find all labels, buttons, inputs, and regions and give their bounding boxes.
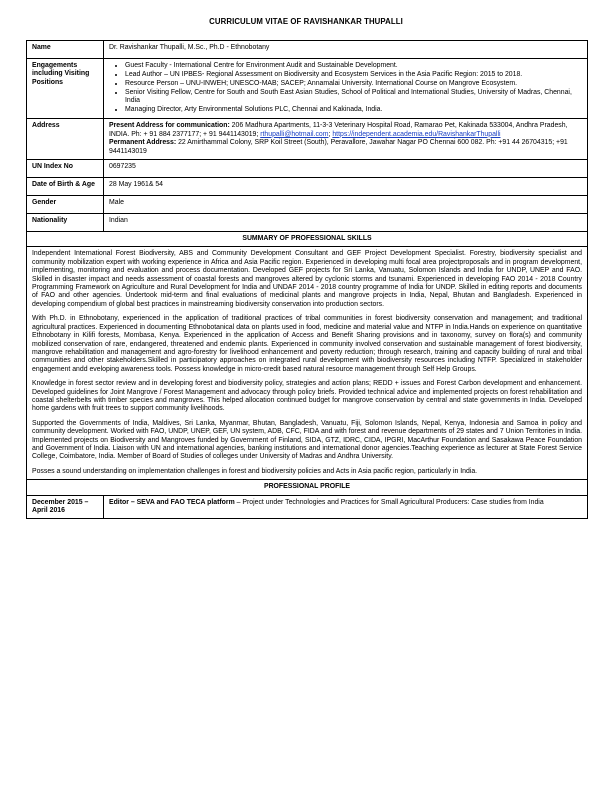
address-cell: Present Address for communication: 206 Madhura Apartments, 11-3-3 Veterinary Hospital Road, Ramarao Pet, Kakinada 533004, Andhra Pradesh, INDIA. Ph: + 91 884 2377177; + 91 9441143019; rthupalli@hotmail.com; https://independent.academia.edu/RavishankarThupalli Permanent Address: 22 Amirthammal Colony, SRP Koil Street (South), Peravallore, Jawahar Nagar PO Chennai 600 082. Ph: +91 44 26704315; +91 9441143019 (104, 119, 588, 160)
name-label: Name (27, 41, 104, 59)
list-item: • Senior Visiting Fellow, Centre for South and South East Asian Studies, School of Political and International Studies, University of Madras, Chennai, India (125, 89, 582, 106)
skills-heading: SUMMARY OF PROFESSIONAL SKILLS (27, 232, 588, 247)
skills-paragraph: With Ph.D. in Ethnobotany, experienced in the application of traditional practices of tribal communities in forest biodiversity conservation and management; and traditional agricultural practices. Experienced in documenting Ethnobotanical data on plants used in food, medicine and material value and NTFP in India.Hands on experience on quantitative Ethnobotany in Kilifi forests, Mombasa, Kenya. Experienced in the application of Access and Benefit Sharing provisions and in taxonomy, survey on flora(s) and community mobilized conservation of rare, endangered, threatened and endemic plants. Experienced in community involved conservation and sustainable management of forest biodiversity, mangrove rehabilitation and management and agro-forestry for livelihood enhancement and poverty reduction; through research, training and capacity building of rural and tribal communities and other stakeholders.Skilled in participatory approaches on integrated rural development with biodiversity resources including NTFP. Specialized in stakeholder engagement andd eveloping awareness tools. Possess knowledge in micro-credit based natural resource management through Self Help Groups. (32, 315, 582, 373)
skills-paragraph: Knowledge in forest sector review and in developing forest and biodiversity policy, strategies and action plans; REDD + issues and Forest Carbon development and enhancement. Developed guidelines for Joint Mangrove / Forest Management and advocacy through policy briefs. Provided technical advice and implemented projects on forest rehabilitation and coastal shelterbelts with timber species and mangroves. This helped allocation continued budget for mangrove conservation by central and state governments in India. Developed home gardens with fruit trees to support community livelihoods. (32, 380, 582, 413)
address-row (27, 119, 588, 160)
gender-label: Gender (27, 196, 104, 214)
gender-value: Male (104, 196, 588, 214)
cv-table (26, 40, 588, 519)
skills-summary (27, 247, 588, 480)
address-label: Address (27, 119, 104, 160)
engagements-cell (104, 59, 588, 119)
profile-entry-description: – Project under Technologies and Practices for Small Agricultural Producers: Case studies from India (236, 498, 544, 506)
permanent-address-heading: Permanent Address: (109, 139, 177, 147)
list-item: • Guest Faculty - International Centre for Environment Audit and Sustainable Development. (125, 62, 582, 70)
profile-heading-row (27, 480, 588, 495)
dob-value: 28 May 1961& 54 (104, 178, 588, 196)
present-address-text: 206 Madhura Apartments, 11-3-3 Veterinary Hospital Road, Ramarao Pet, Kakinada 533004, Andhra Pradesh, INDIA. Ph: + 91 884 2377177; + 91 9441143019; (109, 122, 568, 138)
engagements-label: Engagements including Visiting Positions (27, 59, 104, 119)
profile-entry-row (27, 495, 588, 519)
engagements-list (109, 62, 582, 115)
present-address-heading: Present Address for communication: (109, 122, 230, 130)
skills-row (27, 247, 588, 480)
profile-heading: PROFESSIONAL PROFILE (27, 480, 588, 495)
name-value: Dr. Ravishankar Thupalli, M.Sc., Ph.D - Ethnobotany (104, 41, 588, 59)
engagements-row (27, 59, 588, 119)
skills-paragraph: Independent International Forest Biodiversity, ABS and Community Development Consultant and GEF Project Development Specialist. Forestry, biodiversity specialist and community mobilization expert with working experience in Africa and Asia Pacific region. Experienced in developing multi focal area projectproposals and in program development, implementing, monitoring and evaluation and process documentation. Developed GEF projects for Sri Lanka, Vanuatu, Solomon Islands and India for UNDP, UNEP and FAO. Skilled in disaster impact and needs assessment of coastal forests and mangroves altered by cyclonic storms and tsunami. Experienced in developing FAO 2014 - 2018 Country Programming Framework on Agriculture and Rural Development for India and UNDAF 2014 - 2018 country programme of India for UNDP. Skilled in editing reports and documents of FAO and other agencies. Undertook mid-term and final evaluations of medicinal plants and mangrove projects in India, Nepal, Bhutan and Bangladesh. Experienced in developing compendium of global best practices in mainstreaming biodiversity conservation into production sectors. (32, 250, 582, 308)
un-index-row (27, 160, 588, 178)
list-item: • Resource Person – UNU-INWEH; UNESCO-MAB; SACEP; Annamalai University. International Course on Mangrove Ecosystem. (125, 80, 582, 88)
nationality-value: Indian (104, 214, 588, 232)
academia-link[interactable]: https://independent.academia.edu/RavishankarThupalli (332, 130, 501, 138)
un-index-value: 0697235 (104, 160, 588, 178)
name-row (27, 41, 588, 59)
list-item: • Lead Author – UN IPBES- Regional Assessment on Biodiversity and Ecosystem Services in the Asia Pacific Region: 2015 to 2018. (125, 71, 582, 79)
profile-entry-cell (104, 495, 588, 519)
skills-paragraph: Supported the Governments of India, Maldives, Sri Lanka, Myanmar, Bhutan, Bangladesh, Vanuatu, Fiji, Solomon Islands, Nepal, Kenya, Indonesia and Samoa in policy and community development. Worked with FAO, UNDP, UNEP, GEF, UN system, ADB, CFC, FIDA and with forest and revenue departments of 29 states and 7 Union Territories in India. Implemented projects on Biodiversity and Mangroves funded by Government of Finland, SIDA, GTZ, IDRC, CIDA, IPGRI, MacArthur Foundation and Sasakawa Peace Foundation and Government of India. Liaison with UN and international agencies, banking institutions and international donor agencies.Teaching experience as lecturer at State Forest Service College, Coimbatore, India. Member of Board of Studies of colleges under University of Madras and Andhra University. (32, 419, 582, 461)
dob-label: Date of Birth & Age (27, 178, 104, 196)
list-item: • Managing Director, Arty Environmental Solutions PLC, Chennai and Kakinada, India. (125, 106, 582, 114)
profile-entry-dates: December 2015 – April 2016 (27, 495, 104, 519)
dob-row (27, 178, 588, 196)
profile-entry-role: Editor – SEVA and FAO TECA platform (109, 498, 235, 506)
skills-paragraph: Posses a sound understanding on implementation challenges in forest and biodiversity policies and Acts in Asia pacific region, particularly in India. (32, 467, 478, 475)
un-index-label: UN Index No (27, 160, 104, 178)
nationality-label: Nationality (27, 214, 104, 232)
gender-row (27, 196, 588, 214)
document-title: CURRICULUM VITAE OF RAVISHANKAR THUPALLI (209, 17, 403, 26)
email-link[interactable]: rthupalli@hotmail.com (260, 130, 329, 138)
nationality-row (27, 214, 588, 232)
skills-heading-row (27, 232, 588, 247)
permanent-address-text: 22 Amirthammal Colony, SRP Koil Street (South), Peravallore, Jawahar Nagar PO Chennai 600 082. Ph: +91 44 26704315; +91 9441143019 (109, 139, 568, 155)
